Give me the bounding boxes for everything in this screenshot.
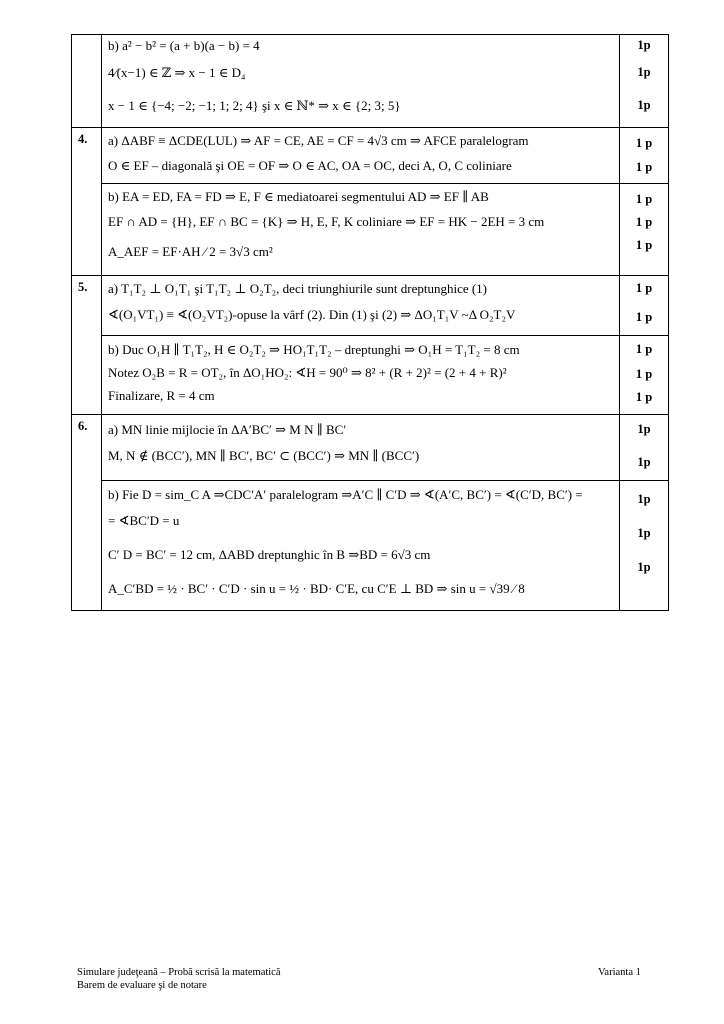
table-row — [72, 35, 669, 128]
solution-line: a) ΔABF ≡ ΔCDE(LUL) ⇒ AF = CE, AE = CF = 4√3 cm ⇒ AFCE paralelogram — [108, 133, 529, 148]
points-value: 1 p — [635, 160, 653, 174]
solution-line: a) MN linie mijlocie în ΔA′BC′ ⇒ M N ∥ BC′ — [108, 422, 347, 437]
points-value: 1p — [637, 492, 651, 506]
points-cell — [620, 128, 669, 183]
solution-line: ∢(O₁VT₁) ≡ ∢(O₂VT₂)-opuse la vârf (2). Din (1) şi (2) ⇒ ΔO₁T₁V ~Δ O₂T₂V — [108, 307, 516, 322]
points-value: 1 p — [635, 215, 653, 229]
solution-line: b) EA = ED, FA = FD ⇒ E, F ∈ mediatoarei segmentului AD ⇒ EF ∥ AB — [108, 189, 489, 204]
item-number: 6. — [72, 415, 102, 610]
points-value: 1p — [637, 65, 651, 79]
solution-cell — [102, 184, 620, 275]
points-value: 1p — [637, 422, 651, 436]
item-number — [72, 35, 102, 127]
solution-line: Finalizare, R = 4 cm — [108, 388, 215, 403]
points-value: 1p — [637, 38, 651, 52]
scoring-table — [71, 34, 669, 611]
solution-line: Notez O₂B = R = OT₂, în ΔO₁HO₂: ∢H = 90⁰ ⇒ 8² + (R + 2)² = (2 + 4 + R)² — [108, 365, 507, 380]
solution-line: A_C′BD = ½ · BC′ · C′D · sin u = ½ · BD· C′E, cu C′E ⊥ BD ⇒ sin u = √39 ⁄ 8 — [108, 581, 525, 596]
solution-cell — [102, 481, 620, 610]
solution-cell — [102, 35, 620, 127]
points-cell — [620, 35, 669, 127]
solution-line: x − 1 ∈ {−4; −2; −1; 1; 2; 4} şi x ∈ ℕ* ⇒ x ∈ {2; 3; 5} — [108, 98, 401, 113]
solution-line: EF ∩ AD = {H}, EF ∩ BC = {K} ⇒ H, E, F, K coliniare ⇒ EF = HK − 2EH = 3 cm — [108, 214, 545, 229]
points-value: 1 p — [635, 281, 653, 295]
points-cell — [620, 184, 669, 275]
table-row — [72, 276, 669, 415]
points-value: 1p — [637, 98, 651, 112]
points-value: 1p — [637, 455, 651, 469]
points-value: 1 p — [635, 310, 653, 324]
points-value: 1 p — [635, 136, 653, 150]
solution-line: O ∈ EF – diagonală şi OE = OF ⇒ O ∈ AC, OA = OC, deci A, O, C coliniare — [108, 158, 512, 173]
points-value: 1p — [637, 560, 651, 574]
footer-title: Simulare judeţeană – Probă scrisă la matematică — [77, 967, 281, 978]
footer-variant: Varianta 1 — [598, 967, 641, 978]
solution-line: a) T₁T₂ ⊥ O₁T₁ şi T₁T₂ ⊥ O₂T₂, deci triunghiurile sunt dreptunghice (1) — [108, 281, 488, 296]
item-number: 4. — [72, 128, 102, 275]
points-value: 1 p — [635, 342, 653, 356]
solution-cell — [102, 336, 620, 414]
solution-line: b) a² − b² = (a + b)(a − b) = 4 — [108, 38, 260, 53]
points-cell — [620, 276, 669, 335]
table-row — [72, 415, 669, 611]
footer-left — [77, 966, 281, 992]
points-value: 1 p — [635, 238, 653, 252]
points-value: 1 p — [635, 367, 653, 381]
solution-line: = ∢BC′D = u — [108, 513, 180, 528]
solution-cell — [102, 276, 620, 335]
points-value: 1p — [637, 526, 651, 540]
solution-line: A_AEF = EF·AH ⁄ 2 = 3√3 cm² — [108, 244, 273, 259]
footer-subtitle: Barem de evaluare şi de notare — [77, 980, 207, 991]
points-cell — [620, 481, 669, 610]
solution-line: M, N ∉ (BCC′), MN ∥ BC′, BC′ ⊂ (BCC′) ⇒ MN ∥ (BCC′) — [108, 448, 420, 463]
points-value: 1 p — [635, 192, 653, 206]
solution-line: C′ D = BC′ = 12 cm, ΔABD dreptunghic în B ⇒BD = 6√3 cm — [108, 547, 431, 562]
solution-cell — [102, 128, 620, 183]
points-cell — [620, 336, 669, 414]
item-number: 5. — [72, 276, 102, 414]
points-value: 1 p — [635, 390, 653, 404]
solution-cell — [102, 415, 620, 480]
table-row — [72, 128, 669, 276]
points-cell — [620, 415, 669, 480]
solution-line: b) Duc O₁H ∥ T₁T₂, H ∈ O₂T₂ ⇒ HO₁T₁T₂ – dreptunghi ⇒ O₁H = T₁T₂ = 8 cm — [108, 342, 520, 357]
solution-line: b) Fie D = sim_C A ⇒CDC′A′ paralelogram ⇒A′C ∥ C′D ⇒ ∢(A′C, BC′) = ∢(C′D, BC′) = — [108, 487, 583, 502]
solution-line: 4⁄(x−1) ∈ ℤ ⇒ x − 1 ∈ D₄ — [108, 65, 246, 80]
